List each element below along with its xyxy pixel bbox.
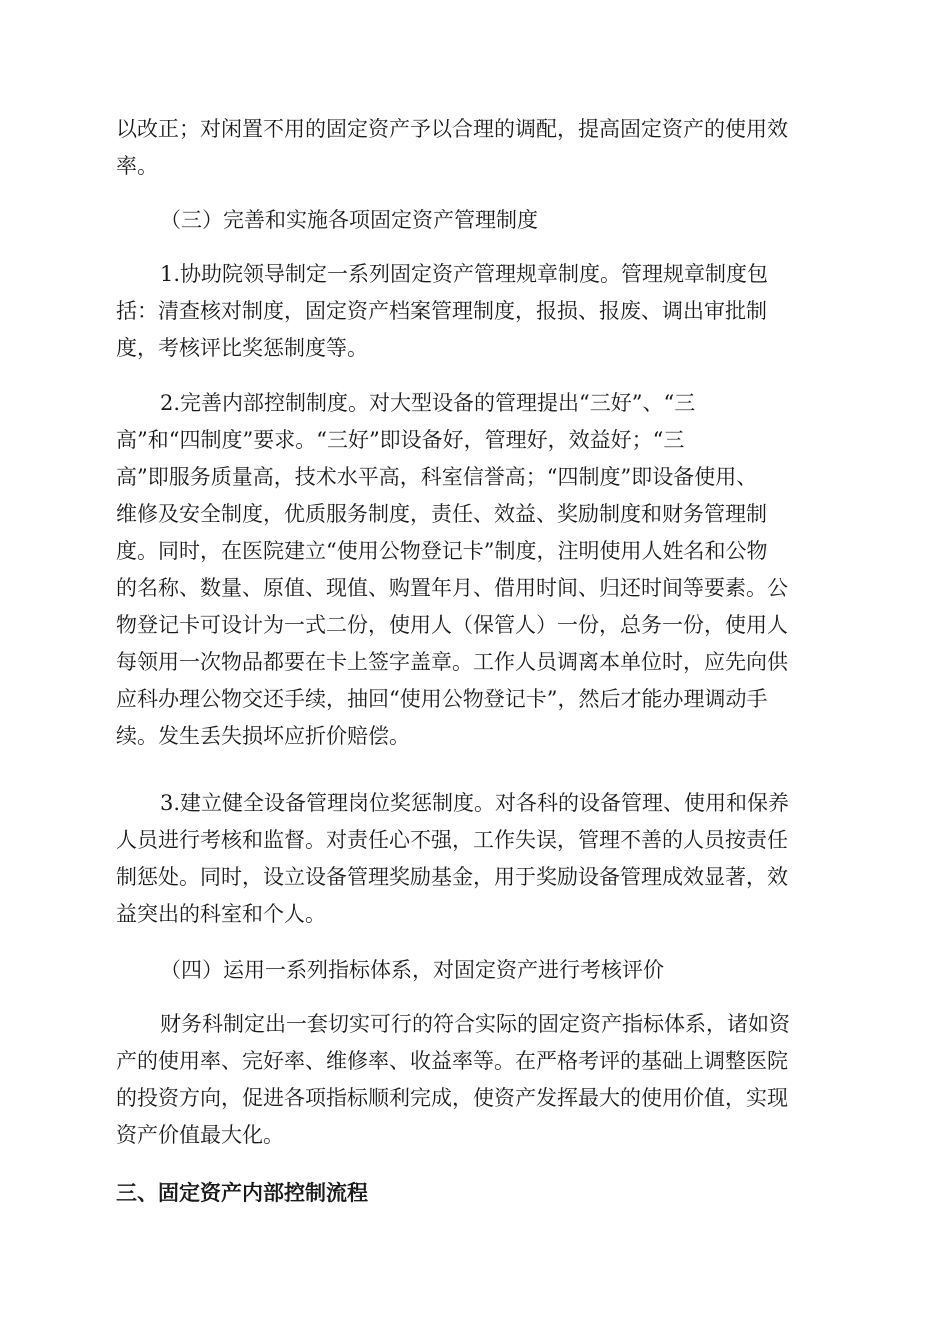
paragraph-item-1: 1.协助院领导制定一系列固定资产管理规章制度。管理规章制度包 括：清查核对制度，固定资产档案管理制度，报损、报废、调出审批制 度，考核评比奖惩制度等。 [116, 262, 769, 360]
section-heading-three: 三、固定资产内部控制流程 [116, 1181, 368, 1205]
paragraph-indicators: 财务科制定出一套切实可行的符合实际的固定资产指标体系，诸如资 产的使用率、完好率、维修率、收益率等。在严格考评的基础上调整医院 的投资方向，促进各项指标顺利完成，使资产发挥最大的使用价值，实现 资产价值最大化。 [116, 1012, 790, 1147]
paragraph-item-2: 2.完善内部控制制度。对大型设备的管理提出“三好”、“三 高”和“四制度”要求。“三好”即设备好，管理好，效益好；“三 高”即服务质量高，技术水平高，科室信誉高；“四制度”即设备使用、 维修及安全制度，优质服务制度，责任、效益、奖励制度和财务管理制 度。同时，在医院建立“使用公物登记卡”制度，注明使用人姓名和公物 的名称、数量、原值、现值、购置年月、借用时间、归还时间等要素。公 物登记卡可设计为一式二份，使用人（保管人）一份，总务一份，使用人 每领用一次物品都要在卡上签字盖章。工作人员调离本单位时，应先向供 应科办理公物交还手续，抽回“使用公物登记卡”，然后才能办理调动手 续。发生丢失损坏应折价赔偿。 [116, 391, 788, 748]
paragraph-continuation: 以改正；对闲置不用的固定资产予以合理的调配，提高固定资产的使用效 率。 [116, 117, 788, 178]
subheading-three: （三）完善和实施各项固定资产管理制度 [160, 208, 538, 232]
paragraph-item-3: 3.建立健全设备管理岗位奖惩制度。对各科的设备管理、使用和保养 人员进行考核和监督。对责任心不强，工作失误，管理不善的人员按责任 制惩处。同时，设立设备管理奖励基金，用于奖励设备管理成效显著，效 益突出的科室和个人。 [116, 791, 790, 926]
subheading-four: （四）运用一系列指标体系，对固定资产进行考核评价 [160, 958, 664, 982]
